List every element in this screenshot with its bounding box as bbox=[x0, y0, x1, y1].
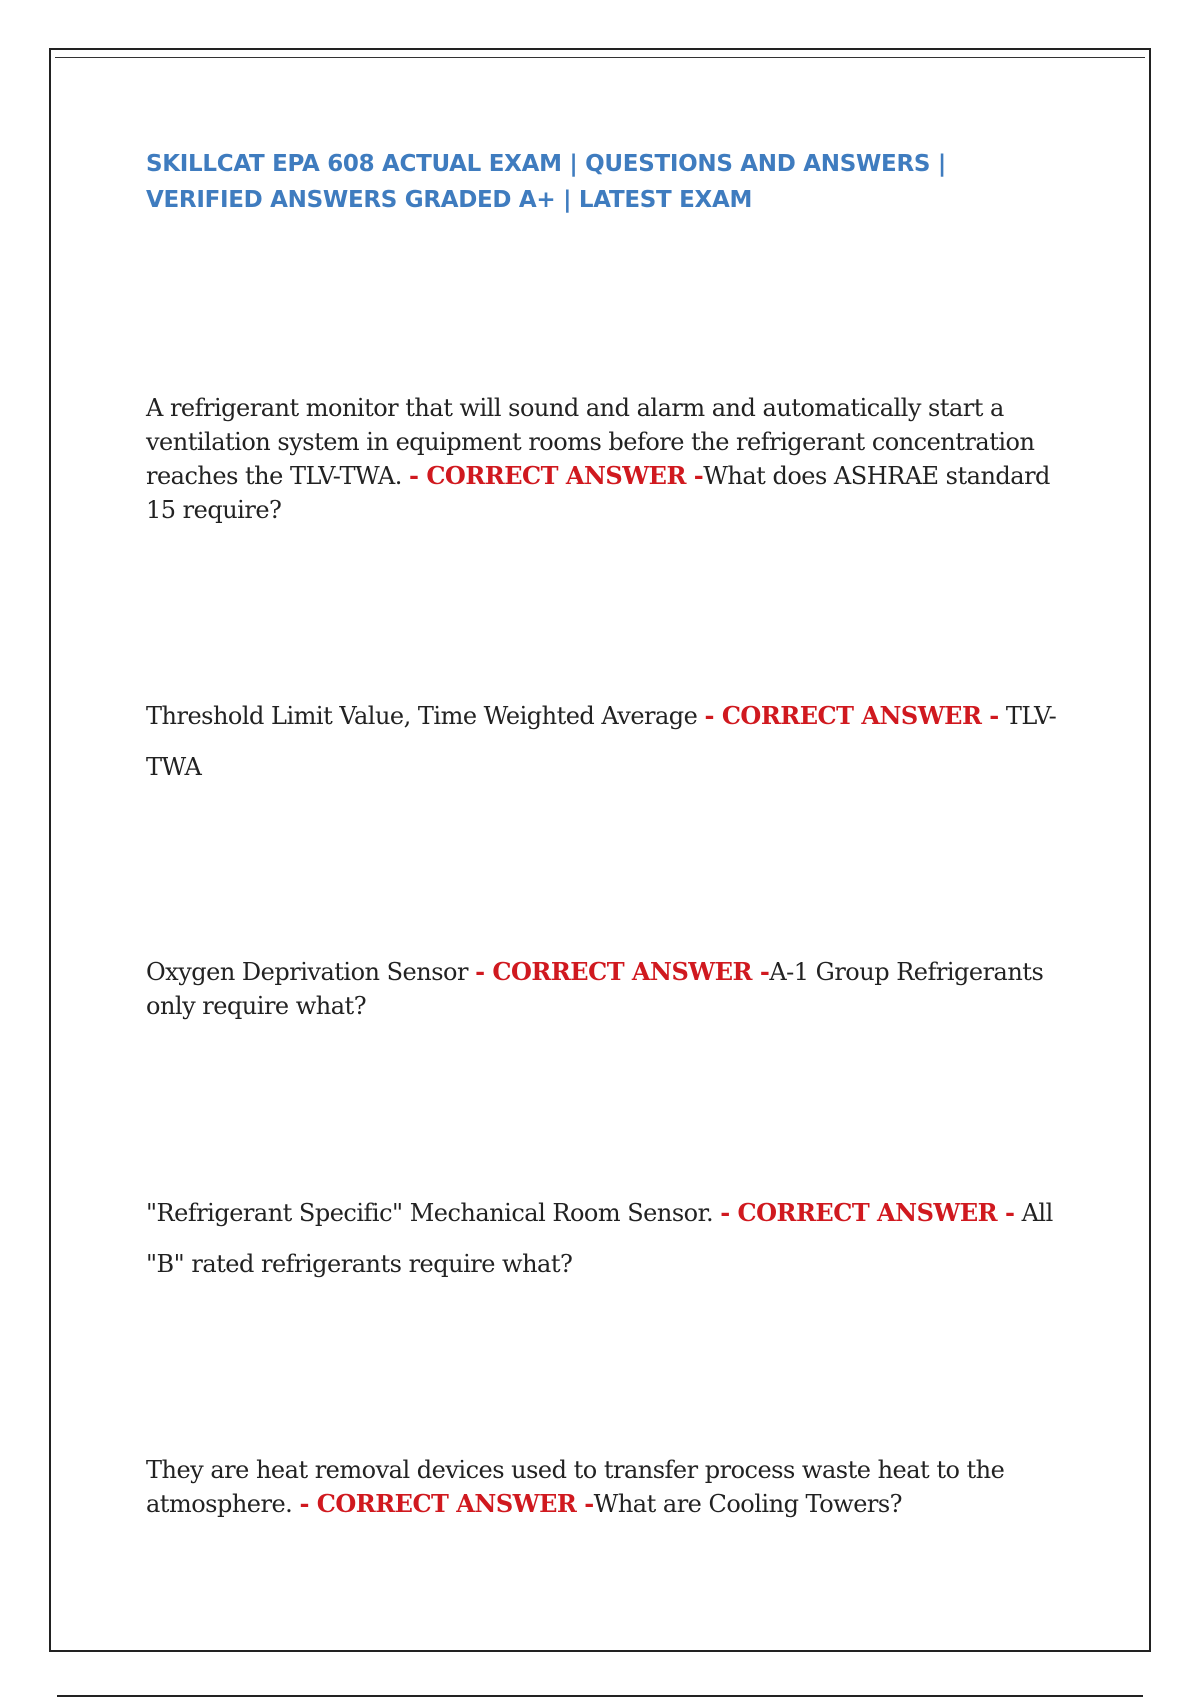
answer-text: Oxygen Deprivation Sensor bbox=[146, 958, 476, 986]
qa-item-1 bbox=[146, 391, 1066, 527]
correct-answer-marker: - CORRECT ANSWER - bbox=[299, 1489, 594, 1518]
correct-answer-marker: - CORRECT ANSWER - bbox=[704, 701, 999, 730]
qa-item-3 bbox=[146, 955, 1066, 1023]
answer-text: "Refrigerant Specific" Mechanical Room Sensor. bbox=[146, 1199, 721, 1227]
page-border bbox=[49, 48, 1151, 1652]
answer-text: They are heat removal devices used to transfer process waste heat to the atmosphere. bbox=[146, 1456, 1005, 1518]
next-page-border-rule bbox=[57, 1695, 1143, 1697]
question-text: What does ASHRAE standard 15 require? bbox=[146, 462, 1050, 524]
correct-answer-marker: - CORRECT ANSWER - bbox=[475, 957, 770, 986]
question-text: All "B" rated refrigerants require what? bbox=[146, 1199, 1053, 1278]
page-border-inner-rule bbox=[55, 57, 1145, 58]
question-text: A-1 Group Refrigerants only require what? bbox=[146, 958, 1044, 1020]
document-title: SKILLCAT EPA 608 ACTUAL EXAM | QUESTIONS AND ANSWERS | VERIFIED ANSWERS GRADED A+ | LATEST EXAM bbox=[146, 151, 946, 213]
qa-item-4 bbox=[146, 1187, 1066, 1290]
qa-item-5 bbox=[146, 1453, 1066, 1521]
answer-text: A refrigerant monitor that will sound and alarm and automatically start a ventilation system in equipment rooms before the refrigerant concentration reaches the TLV-TWA. bbox=[146, 394, 1035, 490]
correct-answer-marker: - CORRECT ANSWER - bbox=[720, 1198, 1015, 1227]
answer-text: Threshold Limit Value, Time Weighted Average bbox=[146, 702, 705, 730]
qa-item-2 bbox=[146, 690, 1066, 793]
question-text: TLV-TWA bbox=[146, 702, 1057, 781]
question-text: What are Cooling Towers? bbox=[593, 1490, 903, 1518]
correct-answer-marker: - CORRECT ANSWER - bbox=[409, 461, 704, 490]
